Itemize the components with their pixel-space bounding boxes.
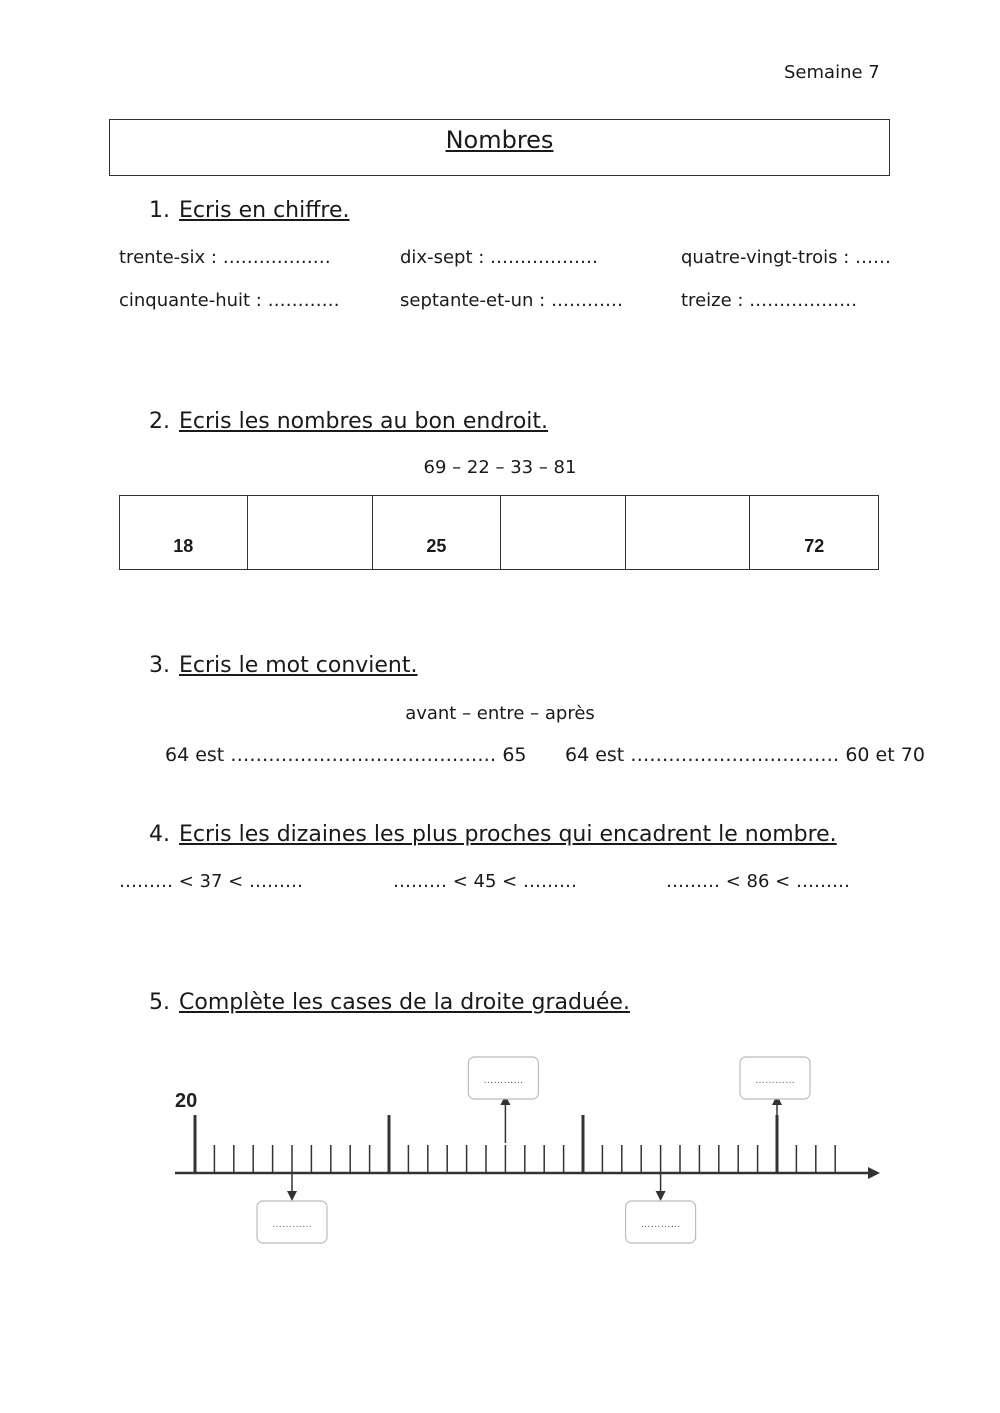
ex2-cell[interactable]: 25	[372, 496, 501, 570]
ex2-number-list: 69 – 22 – 33 – 81	[423, 457, 577, 478]
answer-placeholder: …………	[483, 1075, 524, 1086]
ex1-number: 1.	[149, 198, 170, 223]
arrow-down-icon	[287, 1191, 297, 1201]
week-label: Semaine 7	[784, 62, 880, 83]
arrow-down-icon	[656, 1191, 666, 1201]
ex1-title: Ecris en chiffre.	[179, 198, 350, 223]
ex4-item[interactable]: ……… < 86 < ………	[666, 871, 850, 892]
ex3-sentence[interactable]: 64 est …………………………… 60 et 70	[565, 744, 925, 766]
ex4-item[interactable]: ……… < 45 < ………	[393, 871, 577, 892]
ex1-item[interactable]: cinquante-huit : …………	[119, 290, 340, 311]
ex2-title: Ecris les nombres au bon endroit.	[179, 409, 549, 434]
ex3-heading	[149, 653, 418, 678]
ex1-item[interactable]: treize : ………………	[681, 290, 858, 311]
ex4-title: Ecris les dizaines les plus proches qui encadrent le nombre.	[179, 822, 837, 847]
ex1-item[interactable]: quatre-vingt-trois : ……	[681, 247, 892, 268]
ex1-item[interactable]: dix-sept : ………………	[400, 247, 599, 268]
ex5-number: 5.	[149, 990, 170, 1015]
ex2-cell[interactable]	[626, 496, 750, 570]
ex2-cell[interactable]: 72	[750, 496, 879, 570]
answer-placeholder: …………	[272, 1219, 312, 1230]
number-line	[0, 1040, 1000, 1260]
ex4-item[interactable]: ……… < 37 < ………	[119, 871, 303, 892]
ex3-word-list: avant – entre – après	[405, 703, 595, 724]
answer-placeholder: …………	[755, 1075, 795, 1086]
ex2-heading	[149, 409, 548, 434]
axis-arrow-icon	[868, 1167, 880, 1179]
ex2-cell[interactable]	[247, 496, 372, 570]
ex3-number: 3.	[149, 653, 170, 678]
ex4-heading	[149, 822, 837, 847]
answer-placeholder: …………	[640, 1219, 681, 1230]
ex2-cell[interactable]	[501, 496, 626, 570]
ex3-sentence[interactable]: 64 est …………………………………… 65	[165, 744, 527, 766]
page-title: Nombres	[445, 126, 554, 154]
ex2-cell[interactable]: 18	[120, 496, 248, 570]
ex4-number: 4.	[149, 822, 170, 847]
ex5-heading	[149, 990, 630, 1015]
ex2-number: 2.	[149, 409, 170, 434]
ex5-title: Complète les cases de la droite graduée.	[179, 990, 630, 1015]
title-box	[109, 119, 890, 176]
ex3-title: Ecris le mot convient.	[179, 653, 418, 678]
ex1-heading	[149, 198, 349, 223]
ex1-item[interactable]: trente-six : ………………	[119, 247, 331, 268]
start-label: 20	[175, 1090, 198, 1112]
ex2-table	[119, 495, 879, 570]
ex1-item[interactable]: septante-et-un : …………	[400, 290, 623, 311]
